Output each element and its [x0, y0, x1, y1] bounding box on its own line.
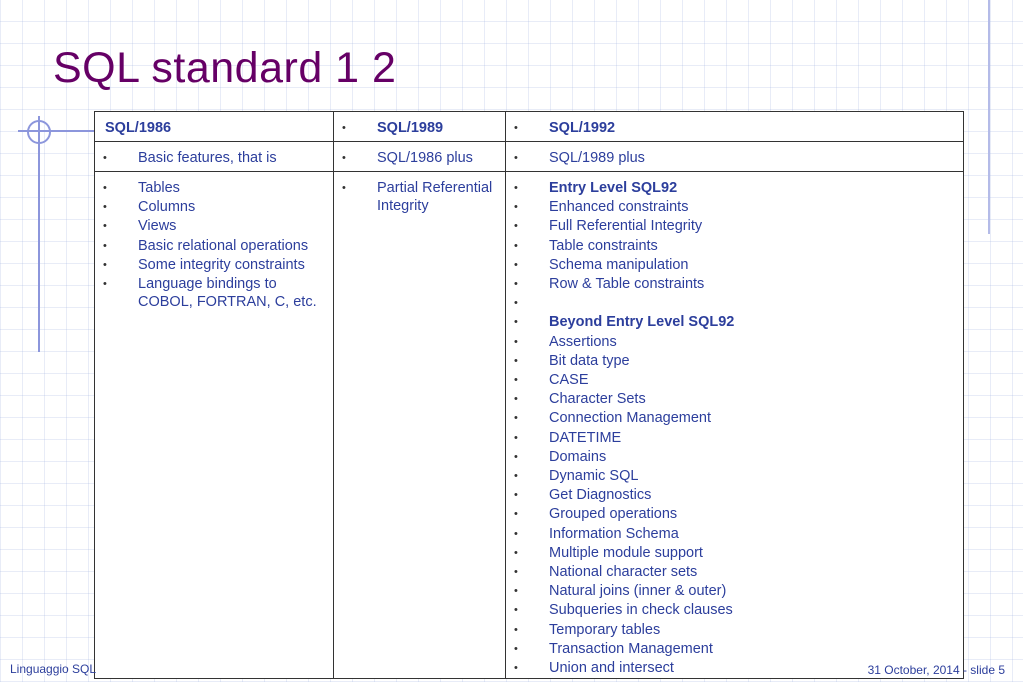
- bullet-icon: [514, 409, 549, 428]
- list-item: [514, 486, 955, 505]
- list-item-text: Some integrity constraints: [138, 256, 305, 273]
- bullet-icon: [103, 198, 138, 217]
- bullet-icon: [514, 505, 549, 524]
- list-item: [514, 563, 955, 582]
- bullet-icon: [103, 179, 138, 198]
- list-item-text: Enhanced constraints: [549, 199, 689, 216]
- header-cell-sql1986: [95, 112, 334, 142]
- list-item-text: Character Sets: [549, 391, 646, 408]
- list-item-text: Transaction Management: [549, 640, 713, 657]
- list-item: [103, 198, 325, 217]
- header-cell-sql1992: [506, 112, 964, 142]
- list-item-text: Information Schema: [549, 525, 679, 542]
- bullet-icon: [514, 467, 549, 486]
- bullet-icon: [514, 640, 549, 659]
- list-item: [103, 179, 325, 198]
- list-item: [514, 409, 955, 428]
- list-item: [514, 294, 955, 313]
- list-item-text: Temporary tables: [549, 621, 661, 638]
- bullet-icon: [514, 563, 549, 582]
- decorative-circle: [27, 120, 51, 144]
- list-item-text: Grouped operations: [549, 506, 678, 523]
- list-item-text: Subqueries in check clauses: [549, 602, 733, 619]
- list-item-text: Views: [138, 218, 177, 235]
- bullet-icon: [103, 256, 138, 275]
- list-item: [514, 448, 955, 467]
- list-item-text: DATETIME: [549, 429, 622, 446]
- header-cell-sql1989: [334, 112, 506, 142]
- list-item-text: Full Referential Integrity: [549, 218, 703, 235]
- bullet-icon: [342, 149, 377, 168]
- decorative-vertical-line: [38, 116, 40, 352]
- list-item: [514, 621, 955, 640]
- list-item: [514, 544, 955, 563]
- list-item-text: Tables: [138, 180, 180, 196]
- cell-text: SQL/1989 plus: [549, 150, 645, 166]
- list-item: [514, 313, 955, 332]
- bullet-icon: [103, 275, 138, 294]
- bullet-icon: [514, 217, 549, 236]
- list-item: [514, 582, 955, 601]
- bullet-icon: [342, 179, 377, 198]
- list-item: [514, 505, 955, 524]
- list-item: [514, 371, 955, 390]
- list-item-text: Domains: [549, 448, 607, 465]
- table-cell: [506, 142, 964, 172]
- bullet-icon: [514, 237, 549, 256]
- bullet-icon: [103, 217, 138, 236]
- list-item: [103, 237, 325, 256]
- list-item: [514, 333, 955, 352]
- bullet-icon: [514, 390, 549, 409]
- bullet-icon: [514, 352, 549, 371]
- decorative-right-line: [988, 0, 990, 234]
- bullet-icon: [514, 371, 549, 390]
- list-item: [514, 237, 955, 256]
- table-cell: [95, 142, 334, 172]
- list-item: [514, 352, 955, 371]
- header-sql1986: SQL/1986: [105, 120, 172, 136]
- list-item: [514, 525, 955, 544]
- list-item-text: Union and intersect: [549, 660, 674, 677]
- bullet-icon: [514, 333, 549, 352]
- list-item: [103, 275, 325, 311]
- list-item-text: Get Diagnostics: [549, 487, 652, 504]
- cell-text: SQL/1986 plus: [377, 150, 473, 166]
- list-item-text: National character sets: [549, 564, 698, 581]
- list-item-text: CASE: [549, 372, 589, 389]
- slide-title: SQL standard 1 2: [53, 44, 397, 92]
- sql1986-features-cell: [95, 172, 334, 679]
- list-item: [514, 179, 955, 198]
- list-item-text: Bit data type: [549, 352, 630, 369]
- bullet-icon: [514, 486, 549, 505]
- list-item: [342, 179, 497, 215]
- list-item-text: Row & Table constraints: [549, 276, 705, 293]
- list-item: [103, 256, 325, 275]
- bullet-icon: [514, 256, 549, 275]
- bullet-icon: [514, 275, 549, 294]
- bullet-icon: [514, 149, 549, 168]
- bullet-icon: [514, 119, 549, 138]
- list-item-text: [549, 294, 955, 312]
- list-item: [514, 467, 955, 486]
- list-item-text: Entry Level SQL92: [549, 180, 678, 196]
- list-item: [514, 217, 955, 236]
- bullet-icon: [514, 659, 549, 678]
- list-item: [103, 217, 325, 236]
- list-item-text: Table constraints: [549, 237, 658, 254]
- bullet-icon: [514, 198, 549, 217]
- bullet-icon: [514, 294, 549, 313]
- list-item-text: Connection Management: [549, 410, 712, 427]
- sql1992-features-cell: [506, 172, 964, 679]
- table-header-row: [95, 112, 964, 142]
- header-sql1992: SQL/1992: [549, 120, 616, 136]
- table-row: [95, 172, 964, 679]
- bullet-icon: [514, 448, 549, 467]
- list-item: [514, 640, 955, 659]
- list-item-text: Assertions: [549, 333, 617, 350]
- list-item-text: Beyond Entry Level SQL92: [549, 314, 735, 331]
- bullet-icon: [514, 313, 549, 332]
- footer-title: Linguaggio SQL: [10, 662, 97, 676]
- header-sql1989: SQL/1989: [377, 120, 444, 136]
- list-item-text: Columns: [138, 199, 196, 216]
- bullet-icon: [514, 429, 549, 448]
- list-item: [514, 256, 955, 275]
- bullet-icon: [514, 621, 549, 640]
- sql1989-features-cell: [334, 172, 506, 679]
- footer-slide-info: 31 October, 2014 - slide 5: [867, 663, 1005, 677]
- bullet-icon: [103, 237, 138, 256]
- list-item: [514, 390, 955, 409]
- bullet-icon: [103, 149, 138, 168]
- bullet-icon: [514, 582, 549, 601]
- list-item: [514, 601, 955, 620]
- bullet-icon: [514, 544, 549, 563]
- sql-standards-table: [94, 111, 964, 679]
- bullet-icon: [514, 601, 549, 620]
- list-item: [514, 275, 955, 294]
- list-item-text: Natural joins (inner & outer): [549, 583, 727, 600]
- list-item-text: Dynamic SQL: [549, 468, 639, 485]
- list-item-text: Language bindings to COBOL, FORTRAN, C, etc.: [138, 276, 317, 311]
- list-item: [514, 198, 955, 217]
- list-item-text: Partial Referential Integrity: [377, 180, 493, 215]
- list-item-text: Multiple module support: [549, 544, 703, 561]
- list-item-text: Schema manipulation: [549, 256, 689, 273]
- table-cell: [334, 142, 506, 172]
- table-row: [95, 142, 964, 172]
- bullet-icon: [514, 179, 549, 198]
- list-item-text: Basic relational operations: [138, 237, 309, 254]
- cell-text: Basic features, that is: [138, 150, 277, 166]
- bullet-icon: [342, 119, 377, 138]
- bullet-icon: [514, 525, 549, 544]
- list-item: [514, 429, 955, 448]
